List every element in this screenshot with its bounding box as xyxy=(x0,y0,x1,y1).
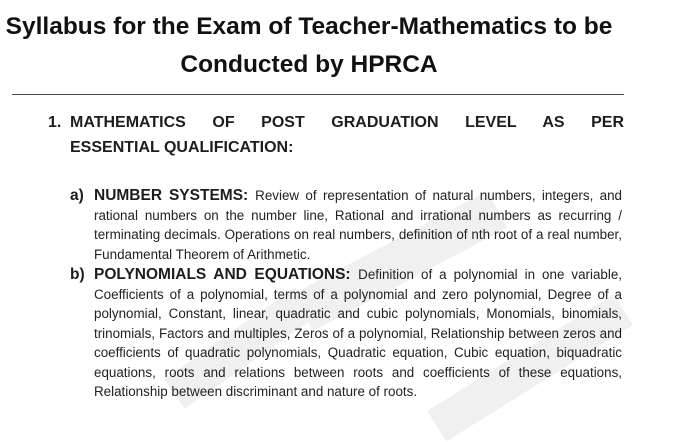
topic-text: Review of representation of natural numbers, integers, and rational numbers on the number line, Rational and irrational numbers as recurring / terminating decimals. Operations on real numbers, definition of nth root of a real number, Fundamental Theorem of Arithmetic. xyxy=(94,188,622,262)
topic-heading: NUMBER SYSTEMS: xyxy=(94,187,256,204)
title-divider xyxy=(12,94,624,95)
topic-item-polynomials xyxy=(70,265,622,402)
section-heading-text-line2: ESSENTIAL QUALIFICATION: xyxy=(70,139,294,156)
topic-marker: a) xyxy=(70,187,84,204)
topic-item-number-systems xyxy=(70,186,622,264)
section-heading-line1 xyxy=(48,110,624,135)
topic-body xyxy=(94,265,622,402)
section-heading xyxy=(48,110,624,160)
section-heading-text-line1: MATHEMATICS OF POST GRADUATION LEVEL AS PER xyxy=(70,114,624,131)
section-number: 1. xyxy=(48,114,62,131)
document-title: Syllabus for the Exam of Teacher-Mathematics to be Conducted by HPRCA xyxy=(5,13,613,78)
topic-text: Definition of a polynomial in one variable, Coefficients of a polynomial, terms of a polynomial and zero polynomial, Degree of a polynomial, Constant, linear, quadratic and cubic polynomials, Monomials, binomials, trinomials, Factors and multiples, Zeros of a polynomial, Relationship between zeros and coefficients of quadratic polynomials, Quadratic equation, Cubic equation, biquadratic equations, roots and relations between roots and coefficients of these equations, Relationship between discriminant and nature of roots. xyxy=(94,267,622,399)
topic-heading: POLYNOMIALS AND EQUATIONS: xyxy=(94,266,359,283)
topic-marker: b) xyxy=(70,266,85,283)
topic-body xyxy=(94,186,622,264)
topic-list xyxy=(70,186,622,403)
